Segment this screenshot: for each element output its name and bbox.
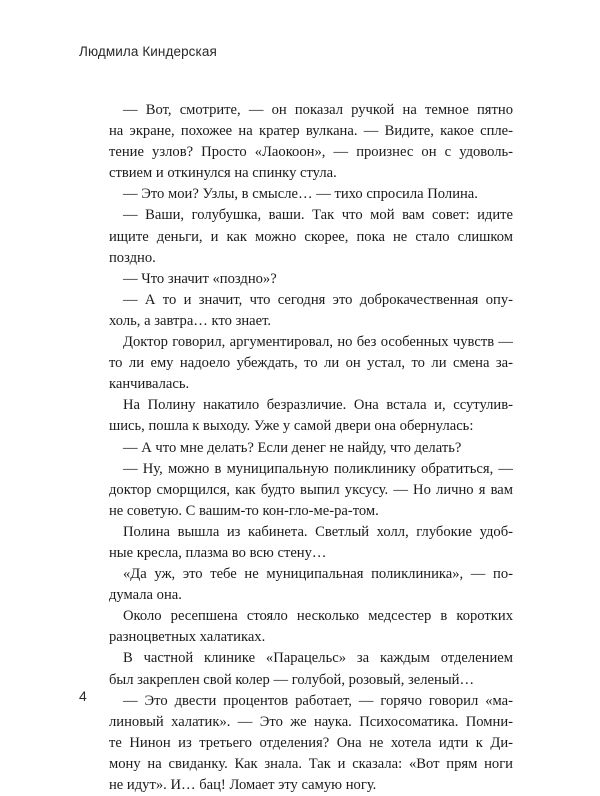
text-line: — Ну, можно в муниципальную поликлинику обратиться, —	[123, 460, 513, 477]
text-line: холь, а завтра… кто знает.	[109, 312, 272, 329]
text-line: — Что значит «поздно»?	[123, 270, 277, 287]
text-line: ствием и откинулся на спинку стула.	[109, 165, 337, 182]
text-line: шись, пошла к выходу. Уже у самой двери она обернулась:	[109, 418, 474, 435]
text-line: — А то и значит, что сегодня это доброкачественная опу-	[123, 291, 513, 308]
text-line: На Полину накатило безразличие. Она встала и, ссутулив-	[123, 397, 513, 414]
text-line: линовый халатик». — Это же наука. Психосоматика. Помни-	[109, 713, 513, 730]
text-line: разноцветных халатиках.	[109, 629, 266, 646]
text-line: тение узлов? Просто «Лаокоон», — произнес он с удоволь-	[109, 144, 513, 161]
text-line: на экране, похожее на кратер вулкана. — Видите, какое спле-	[109, 123, 513, 140]
text-line: В частной клинике «Парацельс» за каждым отделением	[123, 650, 513, 667]
text-line: ищите деньги, и как можно скорее, пока не стало слишком	[109, 228, 513, 245]
running-head-author: Людмила Киндерская	[79, 44, 217, 59]
text-line: был закреплен свой колер — голубой, розовый, зеленый…	[109, 671, 475, 688]
text-line: Полина вышла из кабинета. Светлый холл, глубокие удоб-	[123, 523, 513, 540]
text-line: — Вот, смотрите, — он показал ручкой на темное пятно	[123, 102, 513, 118]
body-text	[109, 100, 513, 796]
text-line: — Это двести процентов работает, — горячо говорил «ма-	[123, 692, 513, 709]
text-line: то ли ему надоело убеждать, то ли он устал, то ли смена за-	[109, 355, 513, 372]
text-line: поздно.	[109, 249, 156, 266]
text-line: доктор сморщился, как будто выпил уксусу. — Но лично я вам	[109, 481, 513, 498]
text-line: Около ресепшена стояло несколько медсестер в коротких	[123, 608, 513, 625]
text-line: не советую. С вашим-то кон-гло-ме-ра-том.	[109, 502, 379, 519]
text-line: думала она.	[109, 587, 182, 604]
text-line: Доктор говорил, аргументировал, но без особенных чувств —	[123, 334, 513, 351]
text-line: «Да уж, это тебе не муниципальная поликлиника», — по-	[123, 566, 513, 583]
text-line: — Это мои? Узлы, в смысле… — тихо спросила Полина.	[123, 186, 478, 203]
text-line: — А что мне делать? Если денег не найду, что делать?	[123, 439, 462, 456]
text-line: ные кресла, плазма во всю стену…	[109, 544, 327, 561]
text-line: канчивалась.	[109, 376, 190, 393]
text-line: не идут». И… бац! Ломает эту самую ногу.	[109, 777, 377, 793]
text-line: — Ваши, голубушка, ваши. Так что мой вам совет: идите	[123, 207, 513, 224]
text-line: мону на свиданку. Как знала. Так и сказала: «Вот прям ноги	[109, 755, 513, 772]
page-number: 4	[79, 688, 87, 704]
text-line: те Нинон из третьего отделения? Она не хотела идти к Ди-	[109, 734, 513, 751]
